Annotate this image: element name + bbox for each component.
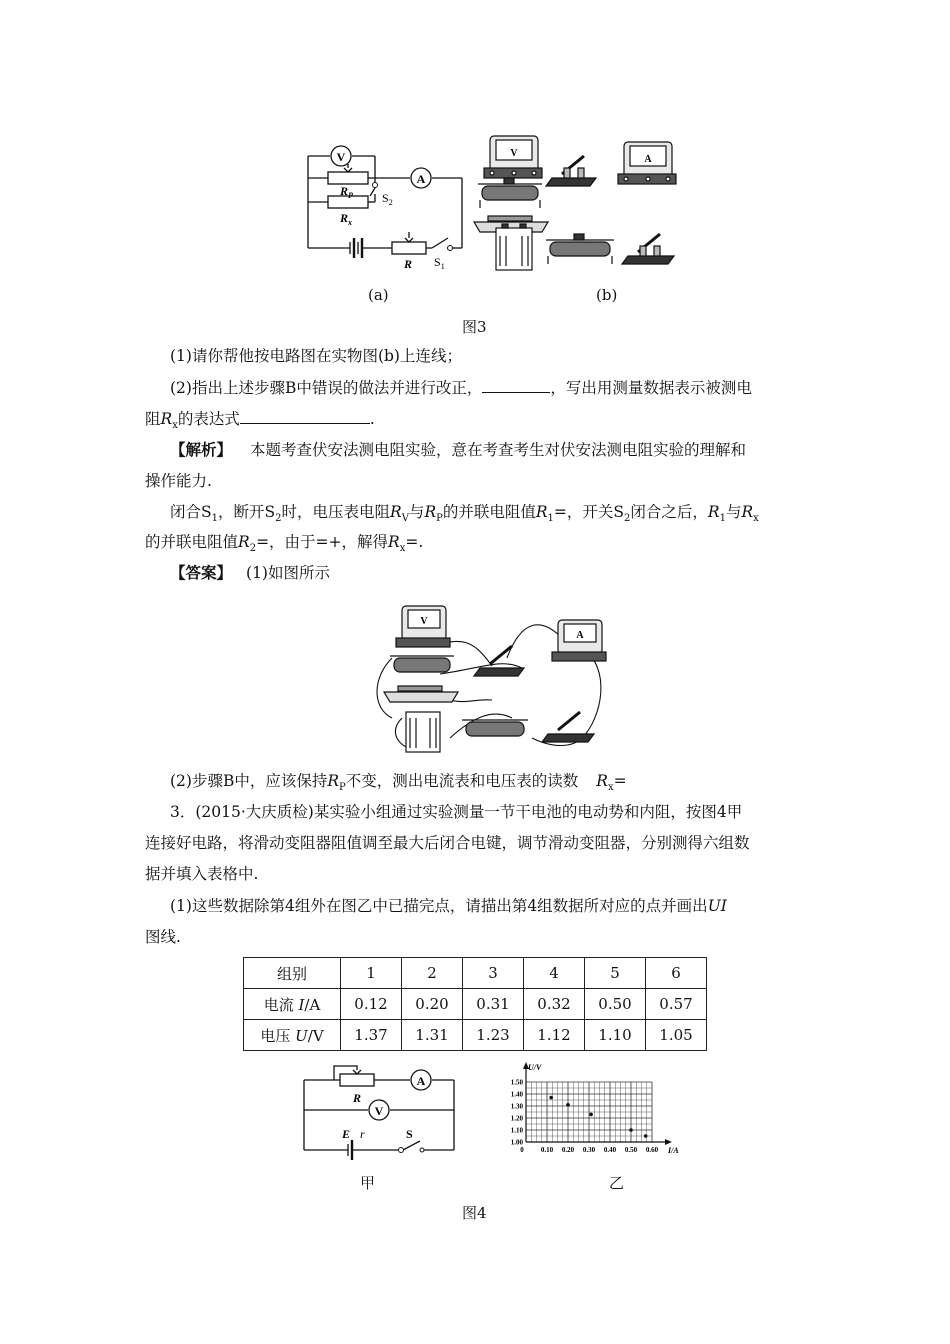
internal-r-label: r xyxy=(360,1127,365,1141)
figure4-label-yi: 乙 xyxy=(609,1174,625,1192)
figure4-caption: 图4 xyxy=(462,1204,487,1222)
table-cell-label: 电压 U/V xyxy=(244,1020,341,1051)
rx-sub: x xyxy=(172,420,178,432)
table-row-voltage xyxy=(244,1020,707,1051)
table-cell: 组别 xyxy=(244,958,341,989)
table-cell: 0.57 xyxy=(646,989,707,1020)
table-cell: 2 xyxy=(402,958,463,989)
svg-text:RP xyxy=(339,184,353,200)
table-cell: 3 xyxy=(463,958,524,989)
device-voltmeter-label: V xyxy=(510,148,518,159)
x-tick-label: 0.50 xyxy=(624,1146,638,1154)
answer-text-1: (1)如图所示 xyxy=(246,564,330,582)
answer-ammeter-label: A xyxy=(576,630,584,641)
y-axis-label: U/V xyxy=(528,1063,542,1072)
q2-part4: 的表达式 xyxy=(177,410,240,428)
table-cell: 6 xyxy=(646,958,707,989)
e-label: E xyxy=(342,1127,351,1141)
table-cell: 0.32 xyxy=(524,989,585,1020)
y-tick-label: 1.30 xyxy=(510,1102,523,1111)
y-tick-label: 1.40 xyxy=(510,1090,523,1099)
s2-label: S xyxy=(382,191,389,205)
y-tick-label: 1.20 xyxy=(510,1114,523,1123)
data-point xyxy=(549,1096,553,1100)
data-point xyxy=(644,1134,648,1138)
r-label: R xyxy=(404,257,413,271)
y-tick-label: 1.50 xyxy=(510,1078,523,1087)
q2-part1: (2)指出上述步骤B中错误的做法并进行改正， xyxy=(170,379,483,397)
device-ammeter-label: A xyxy=(644,154,652,165)
switch-device xyxy=(546,156,596,186)
rp-sub: P xyxy=(348,191,353,200)
table-cell: 1.23 xyxy=(463,1020,524,1051)
q2-end: . xyxy=(369,410,375,428)
data-table xyxy=(243,957,707,1051)
figure3-label-a: (a) xyxy=(368,286,389,304)
chart-labels xyxy=(511,1063,680,1155)
table-cell: 0.12 xyxy=(341,989,402,1020)
answer-line1 xyxy=(170,563,330,583)
table-row-header xyxy=(244,958,707,989)
answer-line2: (2)步骤B中，应该保持$R_P$不变，测出电流表和电压表的读数 $R_x=$ xyxy=(170,772,627,794)
rx-symbol: R xyxy=(160,410,173,428)
chart-axes xyxy=(523,1062,672,1145)
switch-label-jia: S xyxy=(406,1127,413,1141)
svg-text:S1 xyxy=(434,255,445,271)
table-cell: 0.20 xyxy=(402,989,463,1020)
rx-label: R xyxy=(340,211,349,225)
battery-device xyxy=(496,224,532,270)
rheostat-device xyxy=(478,178,542,208)
y-tick-label: 1.00 xyxy=(510,1138,523,1147)
answer-voltmeter-label: V xyxy=(420,616,428,627)
rp-label: R xyxy=(340,184,349,198)
analysis-line2: 操作能力. xyxy=(145,472,212,490)
voltmeter-label-jia: V xyxy=(374,1104,384,1118)
ui-chart xyxy=(494,1060,684,1160)
rx-sub: x xyxy=(348,218,353,227)
question-2-line1 xyxy=(170,378,752,398)
s2-sub: 2 xyxy=(388,198,393,207)
table-cell: 0.50 xyxy=(585,989,646,1020)
data-point xyxy=(566,1103,570,1107)
ammeter-label-jia: A xyxy=(416,1074,426,1088)
figure3-caption: 图3 xyxy=(462,318,487,336)
answer-label: 【答案】 xyxy=(170,563,233,582)
table-cell: 1.12 xyxy=(524,1020,585,1051)
data-point xyxy=(629,1128,633,1132)
table-cell: 1.37 xyxy=(341,1020,402,1051)
r-label-jia: R xyxy=(353,1091,362,1105)
x-tick-label: 0 xyxy=(520,1146,524,1154)
x-axis-arrow xyxy=(665,1139,672,1145)
ammeter-label: A xyxy=(416,172,426,186)
analysis-label: 【解析】 xyxy=(170,440,233,459)
table-row-current xyxy=(244,989,707,1020)
svg-text:Rx xyxy=(339,211,352,227)
x-tick-label: 0.20 xyxy=(561,1146,575,1154)
data-point xyxy=(589,1113,593,1117)
chart-points xyxy=(549,1096,647,1138)
table-cell: 0.31 xyxy=(463,989,524,1020)
analysis-line4: 的并联电阻值$R_2=$，由于=+，解得$R_x=$. xyxy=(145,533,424,555)
x-tick-label: 0.60 xyxy=(645,1146,659,1154)
voltmeter-label: V xyxy=(336,150,346,164)
answer-blank-1 xyxy=(482,378,550,393)
answer-blank-2 xyxy=(240,409,370,424)
x-tick-label: 0.30 xyxy=(582,1146,596,1154)
problem3-line3: 据并填入表格中. xyxy=(145,865,259,883)
q2-part3: 阻 xyxy=(145,410,161,428)
analysis-line3: 闭合$S_1$，断开$S_2$时，电压表电阻$R_V$与$R_P$的并联电阻值$R_1=$，开关$S_2$闭合之后，$R_1$与$R_x$ xyxy=(170,503,759,525)
x-tick-label: 0.40 xyxy=(603,1146,617,1154)
table-cell-label: 电流 I/A xyxy=(244,989,341,1020)
problem3-line2: 连接好电路，将滑动变阻器阻值调至最大后闭合电键，调节滑动变阻器，分别测得六组数 xyxy=(145,834,750,852)
y-tick-label: 1.10 xyxy=(510,1126,523,1135)
analysis-text-1: 本题考查伏安法测电阻实验，意在考查考生对伏安法测电阻实验的理解和 xyxy=(250,441,747,459)
svg-text:S2 xyxy=(382,191,393,207)
table-cell: 1.05 xyxy=(646,1020,707,1051)
s1-label: S xyxy=(434,255,441,269)
figure4-label-jia: 甲 xyxy=(360,1174,376,1192)
q2-part2: ，写出用测量数据表示被测电 xyxy=(550,379,752,397)
table-cell: 1 xyxy=(341,958,402,989)
problem3-line1: 3．(2015·大庆质检)某实验小组通过实验测量一节干电池的电动势和内阻，按图4甲 xyxy=(170,803,743,821)
problem3-sub1-line1: (1)这些数据除第4组外在图乙中已描完点，请描出第4组数据所对应的点并画出UI xyxy=(170,897,727,915)
table-cell: 1.31 xyxy=(402,1020,463,1051)
question-1: (1)请你帮他按电路图在实物图(b)上连线； xyxy=(170,347,462,365)
table-cell: 1.10 xyxy=(585,1020,646,1051)
switch-device-2 xyxy=(622,234,674,264)
x-axis-label: I/A xyxy=(668,1146,679,1155)
apparatus-diagram-b xyxy=(470,128,700,276)
x-tick-label: 0.10 xyxy=(540,1146,554,1154)
rheostat-device-2 xyxy=(546,234,614,264)
answer-wiring-diagram xyxy=(372,598,612,758)
question-2-line2 xyxy=(145,409,375,436)
chart-grid xyxy=(526,1082,652,1142)
analysis-line1 xyxy=(170,440,746,460)
table-cell: 5 xyxy=(585,958,646,989)
circuit-diagram-jia xyxy=(296,1060,461,1160)
problem3-sub1-line2: 图线. xyxy=(145,928,181,946)
circuit-diagram-a xyxy=(300,138,470,273)
table-cell: 4 xyxy=(524,958,585,989)
figure3-label-b: (b) xyxy=(596,286,618,304)
s1-sub: 1 xyxy=(440,262,445,271)
